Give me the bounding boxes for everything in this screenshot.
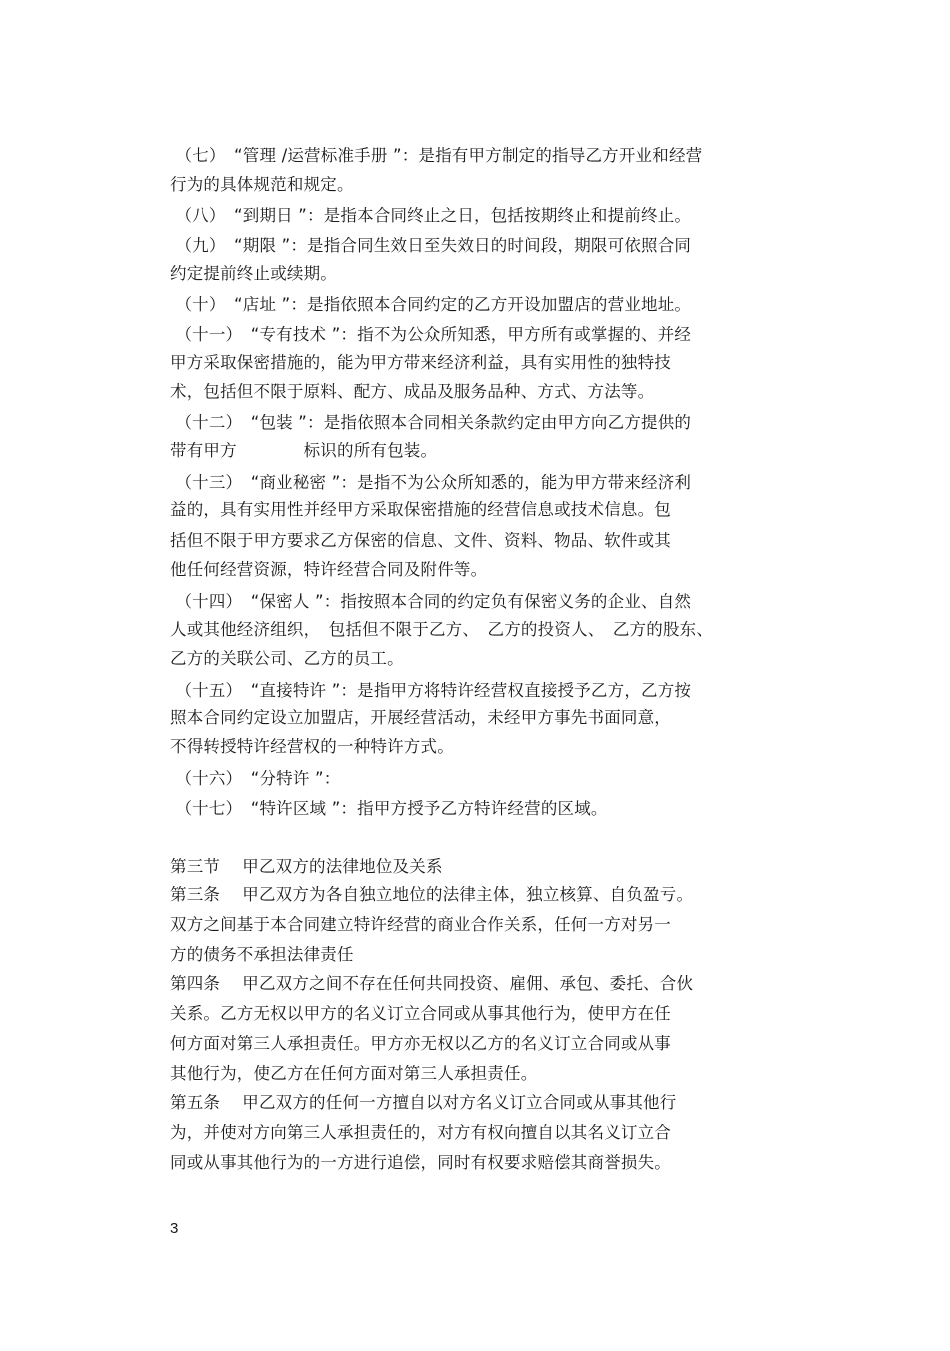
page-number: 3: [170, 1220, 179, 1237]
text-line: （十七） “特许区域 ”：指甲方授予乙方特许经营的区域。: [170, 799, 608, 818]
text-line: 他任何经营资源，特许经营合同及附件等。: [170, 560, 488, 579]
text-line: 约定提前终止或续期。: [170, 264, 337, 283]
text-line: （十） “店址 ”：是指依照本合同约定的乙方开设加盟店的营业地址。: [170, 295, 692, 314]
text-line: （七） “管理 /运营标准手册 ”：是指有甲方制定的指导乙方开业和经营: [170, 146, 703, 165]
text-line: 第五条 甲乙双方的任何一方擅自以对方名义订立合同或从事其他行: [170, 1093, 677, 1112]
text-line: 为，并使对方向第三人承担责任的，对方有权向擅自以其名义订立合: [170, 1123, 671, 1142]
text-line: 不得转授特许经营权的一种特许方式。: [170, 737, 454, 756]
text-line: （十六） “分特许 ”：: [170, 769, 341, 788]
text-line: （十一） “专有技术 ”：指不为公众所知悉，甲方所有或掌握的、并经: [170, 325, 692, 344]
text-line: 关系。乙方无权以甲方的名义订立合同或从事其他行为，使甲方在任: [170, 1004, 671, 1023]
text-line: 括但不限于甲方要求乙方保密的信息、文件、资料、物品、软件或其: [170, 531, 671, 550]
text-line: 带有甲方 标识的所有包装。: [170, 441, 438, 460]
text-line: （十四） “保密人 ”：指按照本合同的约定负有保密义务的企业、自然: [170, 592, 692, 611]
text-line: 第三条 甲乙双方为各自独立地位的法律主体，独立核算、自负盈亏。: [170, 885, 694, 904]
text-line: （十五） “直接特许 ”：是指甲方将特许经营权直接授予乙方，乙方按: [170, 681, 692, 700]
text-line: 其他行为，使乙方在任何方面对第三人承担责任。: [170, 1064, 538, 1083]
text-line: 甲方采取保密措施的，能为甲方带来经济利益，具有实用性的独特技: [170, 353, 671, 372]
text-line: 乙方的关联公司、乙方的员工。: [170, 649, 404, 668]
text-line: 益的，具有实用性并经甲方采取保密措施的经营信息或技术信息。包: [170, 500, 671, 519]
text-line: （十二） “包装 ”：是指依照本合同相关条款约定由甲方向乙方提供的: [170, 413, 692, 432]
text-line: 同或从事其他行为的一方进行追偿，同时有权要求赔偿其商誉损失。: [170, 1153, 671, 1172]
text-line: 何方面对第三人承担责任。甲方亦无权以乙方的名义订立合同或从事: [170, 1034, 671, 1053]
text-line: 行为的具体规范和规定。: [170, 175, 354, 194]
text-line: 照本合同约定设立加盟店，开展经营活动，未经甲方事先书面同意，: [170, 708, 671, 727]
text-line: （九） “期限 ”：是指合同生效日至失效日的时间段，期限可依照合同: [170, 236, 692, 255]
text-line: 人或其他经济组织， 包括但不限于乙方、 乙方的投资人、 乙方的股东、: [170, 620, 714, 639]
text-line: 第四条 甲乙双方之间不存在任何共同投资、雇佣、承包、委托、合伙: [170, 974, 694, 993]
text-line: （八） “到期日 ”：是指本合同终止之日，包括按期终止和提前终止。: [170, 206, 692, 225]
section-heading: 第三节 甲乙双方的法律地位及关系: [170, 857, 443, 876]
text-line: 术，包括但不限于原料、配方、成品及服务品种、方式、方法等。: [170, 382, 655, 401]
text-line: 双方之间基于本合同建立特许经营的商业合作关系，任何一方对另一: [170, 915, 671, 934]
text-line: 方的债务不承担法律责任: [170, 945, 354, 964]
text-line: （十三） “商业秘密 ”：是指不为公众所知悉的，能为甲方带来经济利: [170, 473, 692, 492]
